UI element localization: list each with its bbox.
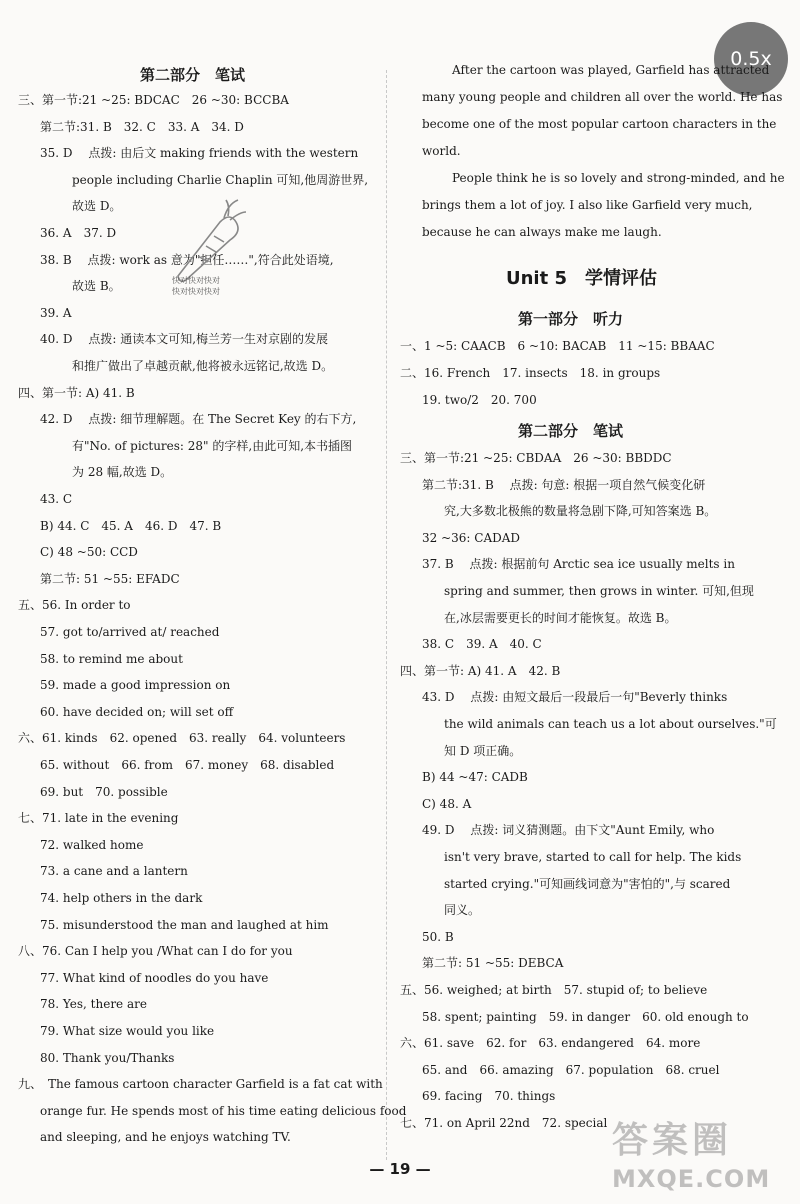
part1-line-2: 二、16. French 17. insects 18. in groups	[400, 366, 661, 380]
left-section-heading: 第二部分 笔试	[140, 66, 246, 84]
right-para-line-1: After the cartoon was played, Garfield has attracted	[452, 63, 770, 77]
sticker-text-2: 快对快对快对	[172, 287, 220, 296]
left-line-36: 79. What size would you like	[40, 1024, 215, 1038]
part2-line-6: spring and summer, then grows in winter. 可知,但现	[444, 584, 754, 598]
left-line-27: 69. but 70. possible	[40, 784, 168, 799]
left-line-5: 故选 D。	[72, 199, 122, 214]
left-line-29: 72. walked home	[40, 837, 144, 852]
part2-line-3: 究,大多数北极熊的数量将急剧下降,可知答案选 B。	[444, 504, 717, 519]
part2-line-15: 49. D 点拨: 词义猜测题。由下文"Aunt Emily, who	[422, 823, 715, 838]
part2-line-23: 六、61. save 62. for 63. endangered 64. more	[400, 1036, 701, 1051]
left-line-8: 故选 B。	[72, 279, 121, 294]
left-line-35: 78. Yes, there are	[40, 997, 147, 1012]
right-para-line-2: many young people and children all over the world. He has	[422, 90, 783, 104]
unit-heading: Unit 5 学情评估	[506, 268, 657, 289]
part2-line-8: 38. C 39. A 40. C	[422, 637, 542, 652]
part2-line-2: 第二节:31. B 点拨: 句意: 根据一项自然气候变化研	[422, 477, 706, 492]
left-line-38: 九、 The famous cartoon character Garfield is a fat cat with	[18, 1077, 383, 1092]
left-line-32: 75. misunderstood the man and laughed at him	[40, 917, 329, 932]
part2-line-9: 四、第一节: A) 41. A 42. B	[400, 663, 561, 678]
part2-line-12: 知 D 项正确。	[444, 743, 522, 758]
left-line-39: orange fur. He spends most of his time eating delicious food	[40, 1103, 407, 1118]
left-line-13: 42. D 点拨: 细节理解题。在 The Secret Key 的右下方,	[40, 412, 357, 427]
part2-line-22: 58. spent; painting 59. in danger 60. old enough to	[422, 1009, 749, 1024]
part2-line-17: started crying."可知画线词意为"害怕的",与 scared	[444, 876, 731, 891]
left-line-4: people including Charlie Chaplin 可知,他周游世界,	[72, 172, 369, 187]
part2-line-14: C) 48. A	[422, 796, 472, 811]
left-line-33: 八、76. Can I help you /What can I do for you	[18, 944, 293, 959]
left-line-1: 三、第一节:21 ~25: BDCAC 26 ~30: BCCBA	[18, 93, 289, 107]
part2-line-13: B) 44 ~47: CADB	[422, 770, 528, 785]
left-line-26: 65. without 66. from 67. money 68. disabled	[40, 758, 335, 772]
left-line-37: 80. Thank you/Thanks	[40, 1050, 175, 1065]
part1-line-1: 一、1 ~5: CAACB 6 ~10: BACAB 11 ~15: BBAAC	[400, 339, 715, 353]
part2-line-11: the wild animals can teach us a lot about ourselves."可	[444, 717, 777, 731]
right-para-line-5: People think he is so lovely and strong-minded, and he	[452, 171, 785, 185]
part2-line-20: 第二节: 51 ~55: DEBCA	[422, 956, 564, 971]
left-line-34: 77. What kind of noodles do you have	[40, 970, 269, 985]
part2-line-10: 43. D 点拨: 由短文最后一段最后一句"Beverly thinks	[422, 690, 728, 705]
left-line-30: 73. a cane and a lantern	[40, 864, 188, 879]
left-line-15: 为 28 幅,故选 D。	[72, 465, 173, 480]
left-line-25: 六、61. kinds 62. opened 63. really 64. volunteers	[18, 731, 346, 746]
part2-line-7: 在,冰层需要更长的时间才能恢复。故选 B。	[444, 610, 677, 625]
part2-line-21: 五、56. weighed; at birth 57. stupid of; to believe	[400, 983, 708, 997]
part2-line-25: 69. facing 70. things	[422, 1089, 556, 1104]
left-line-2: 第二节:31. B 32. C 33. A 34. D	[40, 119, 244, 134]
left-line-6: 36. A 37. D	[40, 226, 117, 240]
right-para-line-6: brings them a lot of joy. I also like Garfield very much,	[422, 198, 753, 212]
left-line-10: 40. D 点拨: 通读本文可知,梅兰芳一生对京剧的发展	[40, 332, 329, 347]
left-line-11: 和推广做出了卓越贡献,他将被永远铭记,故选 D。	[72, 359, 334, 373]
left-line-22: 58. to remind me about	[40, 651, 183, 666]
part2-line-18: 同义。	[444, 903, 481, 918]
part2-line-1: 三、第一节:21 ~25: CBDAA 26 ~30: BBDDC	[400, 451, 672, 465]
part2-heading: 第二部分 笔试	[518, 422, 624, 440]
left-line-17: B) 44. C 45. A 46. D 47. B	[40, 518, 222, 533]
left-line-16: 43. C	[40, 492, 73, 506]
right-para-line-4: world.	[422, 144, 461, 158]
part2-line-5: 37. B 点拨: 根据前句 Arctic sea ice usually melts in	[422, 557, 735, 572]
carrot-sticker-icon	[168, 196, 250, 288]
part2-line-24: 65. and 66. amazing 67. population 68. cruel	[422, 1062, 720, 1077]
left-line-40: and sleeping, and he enjoys watching TV.	[40, 1130, 291, 1145]
part2-line-16: isn't very brave, started to call for help. The kids	[444, 850, 742, 864]
left-line-23: 59. made a good impression on	[40, 678, 231, 693]
left-line-28: 七、71. late in the evening	[18, 811, 179, 826]
watermark-logo: 答案圈 MXQE.COM	[612, 1120, 771, 1193]
left-line-14: 有"No. of pictures: 28" 的字样,由此可知,本书插图	[72, 438, 353, 453]
left-line-20: 五、56. In order to	[18, 598, 131, 613]
right-para-line-7: because he can always make me laugh.	[422, 225, 662, 239]
left-line-9: 39. A	[40, 305, 72, 320]
part2-line-19: 50. B	[422, 929, 454, 944]
column-divider	[386, 70, 387, 1160]
part1-heading: 第一部分 听力	[518, 310, 624, 328]
page-number: — 19 —	[369, 1160, 431, 1178]
left-line-21: 57. got to/arrived at/ reached	[40, 625, 220, 639]
part2-line-26: 七、71. on April 22nd 72. special	[400, 1116, 608, 1130]
speed-badge[interactable]: 0.5x	[714, 22, 788, 96]
left-line-7: 38. B 点拨: work as 意为"担任……",符合此处语境,	[40, 252, 334, 267]
left-line-19: 第二节: 51 ~55: EFADC	[40, 571, 180, 586]
right-para-line-3: become one of the most popular cartoon characters in the	[422, 117, 777, 131]
left-line-3: 35. D 点拨: 由后文 making friends with the western	[40, 146, 359, 161]
part2-line-4: 32 ~36: CADAD	[422, 530, 521, 545]
left-line-31: 74. help others in the dark	[40, 891, 203, 905]
left-line-18: C) 48 ~50: CCD	[40, 545, 138, 560]
part1-line-3: 19. two/2 20. 700	[422, 393, 537, 407]
left-line-12: 四、第一节: A) 41. B	[18, 385, 135, 400]
sticker-text-1: 快对快对快对	[172, 276, 220, 285]
left-line-24: 60. have decided on; will set off	[40, 704, 234, 719]
